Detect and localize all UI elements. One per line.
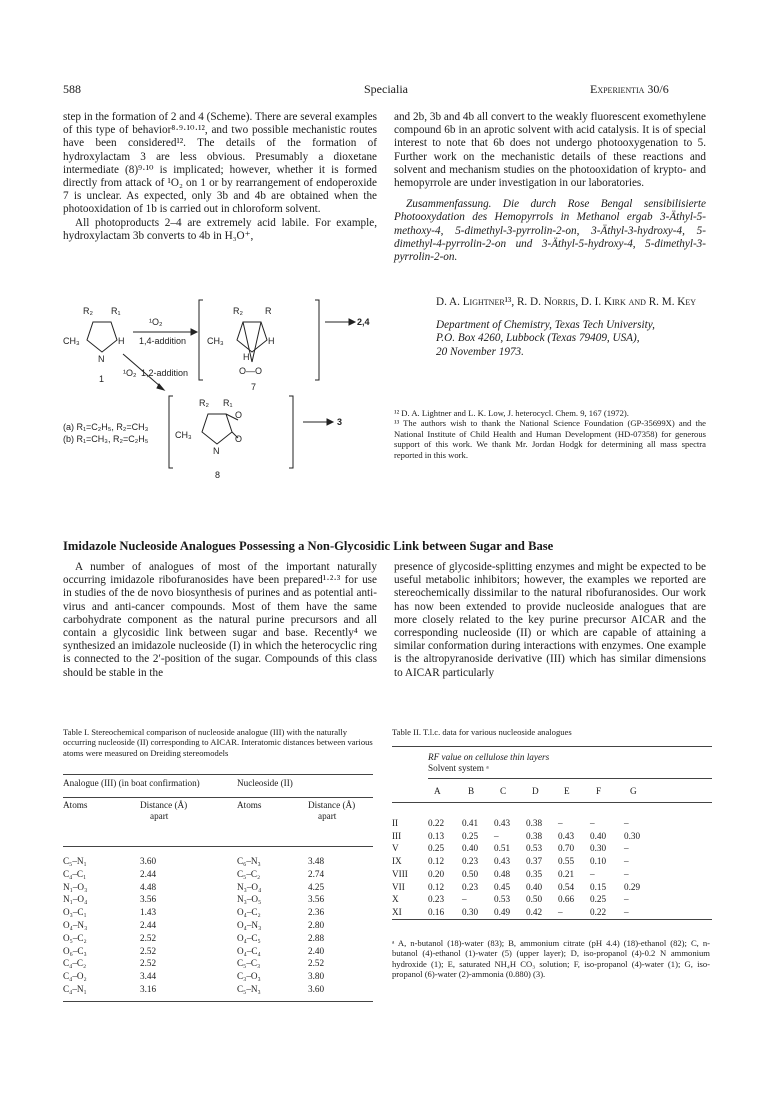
table1-cell: O₄–N₃ — [63, 919, 88, 930]
table1-row — [63, 932, 368, 945]
label-h-7b: H — [243, 352, 250, 362]
table2-cell: 0.37 — [526, 856, 543, 867]
table1-cell: C₆–N₃ — [237, 856, 261, 866]
table1-cell: C₄–O₂ — [63, 971, 87, 982]
table1-cell: 2.74 — [308, 868, 325, 879]
table2-cell: – — [462, 894, 467, 905]
label-o-8b: O — [235, 434, 243, 444]
table2-rule-bottom — [392, 919, 712, 920]
table2-cell: 0.12 — [428, 881, 445, 892]
affiliation-line-1: Department of Chemistry, Texas Tech University, — [436, 319, 655, 332]
table2-footnote: ᵃ A, n-butanol (18)-water (83); B, ammonium citrate (pH 4.4) (18)-ethanol (82); C, n-butanol (4)-ethanol (1)-water (5) (upper layer); D, iso-propanol (4)-0.2 N ammonium hydroxide (1); E, saturated NH₄H CO₃ solution; F, iso-propanol (4)-water (1); G, iso-propanol (6)-water (2)-ammonia (0.880) (3). — [392, 938, 710, 980]
table2-cell: 0.20 — [428, 868, 445, 879]
authors: D. A. Lightner¹³, R. D. Norris, D. I. Kirk and R. M. Key — [436, 296, 697, 308]
right-column — [394, 111, 706, 264]
table1-cell: 2.52 — [140, 958, 157, 969]
table2-cell: 0.50 — [526, 894, 543, 905]
table1-cell: N₃–O₄ — [237, 881, 262, 892]
table1-cell: 2.36 — [308, 907, 325, 918]
table1-cell: N₁–O₄ — [63, 894, 88, 905]
label-o-8a: O — [235, 410, 243, 420]
arrow-14-head — [191, 329, 197, 335]
affiliation — [436, 319, 716, 359]
left-para-2: All photoproducts 2–4 are extremely acid labile. For example, hydroxylactam 3b converts to 4b in H₃O⁺, — [63, 216, 377, 242]
table2-cell: 0.43 — [558, 830, 575, 841]
table2-cell: 0.30 — [462, 906, 479, 917]
table2-h2: Solvent system ᵃ — [428, 763, 489, 773]
table2-cell: 0.22 — [428, 818, 445, 828]
table1-cell: 3.56 — [140, 894, 157, 905]
table2-cell: – — [558, 818, 563, 828]
table1-cell: 3.80 — [308, 971, 325, 982]
table2-caption: Table II. T.l.c. data for various nucleoside analogues — [392, 727, 572, 737]
table1-cell: C₄–N₁ — [63, 983, 87, 994]
table1-cell: N₃–O₅ — [237, 894, 262, 905]
table1-cell: N₁–O₃ — [63, 881, 88, 892]
label-r1-8: R₁ — [223, 398, 233, 408]
table1-cell: O₄–N₃ — [237, 919, 262, 930]
label-o-o: O—O — [239, 366, 263, 376]
table1-cell: C₅–C₃ — [237, 958, 261, 969]
table1-cell: 2.52 — [308, 958, 325, 969]
table1-cell: C₅–N₃ — [237, 983, 261, 994]
table2-cell: 0.29 — [624, 881, 641, 892]
table2-cell: 0.38 — [526, 818, 543, 828]
table1-cell: 3.60 — [140, 856, 157, 866]
table1-cell: O₅–C₂ — [63, 932, 87, 943]
endoperoxide-ring — [237, 322, 267, 352]
table1-cell: 3.60 — [308, 983, 325, 994]
table2-cell: 0.42 — [526, 906, 543, 917]
table2-cell: 0.35 — [526, 868, 543, 879]
table2-cell: – — [624, 868, 629, 879]
table2-col-header: A — [434, 786, 441, 796]
label-r2-7: R₂ — [233, 306, 243, 316]
table2-cell: 0.54 — [558, 881, 575, 892]
table1-row — [63, 945, 368, 958]
table2-cell: 0.45 — [494, 881, 511, 892]
table2-cell: 0.23 — [428, 894, 445, 905]
table1-row — [63, 881, 368, 894]
table1-cell: 3.16 — [140, 983, 157, 994]
table1-cell: O₄–C₅ — [237, 932, 261, 943]
footnotes — [394, 408, 706, 460]
table2-col-header: F — [596, 786, 602, 796]
table2-cell: 0.23 — [462, 856, 479, 867]
table1-h-dist-b — [308, 800, 355, 822]
table1-h-dist-b2: apart — [318, 811, 337, 821]
table2-col-header: B — [468, 786, 475, 796]
table2-cell: 0.40 — [526, 881, 543, 892]
table1-row — [63, 855, 368, 868]
table2-cell: – — [624, 843, 629, 854]
table1-cell: O₆–C₃ — [63, 945, 87, 956]
label-n-1: N — [98, 354, 105, 364]
table2-cell: 0.53 — [526, 843, 543, 854]
table2-cell: – — [624, 818, 629, 828]
table1-cell: O₄–C₄ — [237, 945, 261, 956]
table1-cell: 3.48 — [308, 856, 325, 866]
table1-row — [63, 906, 368, 919]
pyrrole-ring-1 — [87, 322, 117, 352]
label-variant-b: (b) R₁=CH₃, R₂=C₂H₅ — [63, 434, 149, 444]
table2-cell: 0.30 — [624, 830, 641, 841]
table2-cell: 0.10 — [590, 856, 607, 867]
table2-cell: – — [494, 830, 499, 841]
table2-cell: 0.21 — [558, 868, 575, 879]
zusammenfassung: Zusammenfassung. Die durch Rose Bengal sensibilisierte Photooxydation des Hemopyrrols in Methanol ergab 3-Äthyl-5-methoxy-4, 5-dimethyl-3-pyrrolin-2-on, 3-Äthyl-3-hydroxy-4, 5-dimethyl-4-pyrrolin-2-on und 3-Äthyl-5-hydroxy-4, 5-dimethyl-3-pyrrolin-2-on. — [394, 198, 706, 264]
table2-cell: XI — [392, 906, 402, 917]
table2-col-header: C — [500, 786, 507, 796]
table1-cell: 2.88 — [308, 932, 325, 943]
label-r1-1: R₁ — [111, 306, 121, 316]
table2-cell: IX — [392, 856, 402, 867]
table2-cell: – — [558, 906, 563, 917]
table2-cell: II — [392, 818, 399, 828]
table2-cell: – — [590, 818, 595, 828]
table2-cell: 0.66 — [558, 894, 575, 905]
table1-group-a: Analogue (III) (in boat confirmation) — [63, 778, 200, 788]
label-compound-8: 8 — [215, 470, 221, 480]
label-product-3: 3 — [337, 417, 343, 427]
affiliation-line-2: P.O. Box 4260, Lubbock (Texas 79409, USA), — [436, 332, 640, 345]
label-o2-b: ¹O₂ — [123, 368, 137, 378]
table1-rule-group — [63, 797, 373, 798]
table2-cell: – — [624, 906, 629, 917]
label-compound-7: 7 — [251, 382, 257, 392]
arrow-to-3-head — [327, 419, 333, 425]
table2-cell: 0.70 — [558, 843, 575, 854]
table2-cell: 0.22 — [590, 906, 607, 917]
table2-cell: VIII — [392, 868, 408, 879]
footnote-12: ¹² D. A. Lightner and L. K. Low, J. heterocycl. Chem. 9, 167 (1972). — [394, 408, 629, 418]
table1-cell: 4.48 — [140, 881, 157, 892]
table1-caption: Table I. Stereochemical comparison of nucleoside analogue (III) with the naturally occurring nucleoside (II) corresponding to AICAR. Interatomic distances between various atoms were measured on Dreiding stereomodels — [63, 727, 373, 758]
table2-cell: V — [392, 843, 399, 854]
bracket-8-right — [289, 396, 293, 468]
peroxide-bond-2 — [252, 322, 261, 362]
table2-cell: 0.16 — [428, 906, 445, 917]
table2-col-header: D — [532, 786, 539, 796]
table1-cell: C₅–C₂ — [237, 868, 261, 879]
article-para-left: A number of analogues of most of the important naturally occurring imidazole ribofuranosides have been prepared¹·²·³ for use in studies of the de novo biosynthesis of purines and as potential anti-virus and anti-cancer compounds. Most of them have the same carbohydrate component as the natural purine precursors and all contain a glycosidic link between sugar and base. Recently⁴ we synthesized an imidazole nucleoside (I) in which the heterocyclic ring is connected to the 2′-position of the sugar. Compounds of this class should be stable in the — [63, 561, 377, 679]
table1-cell: 3.44 — [140, 971, 157, 982]
footnote-13: ¹³ The authors wish to thank the National Science Foundation (GP-35699X) and the National Institute of Child Health and Human Development (HD-07358) for generous support of this work. We thank Mr. Jordan Hodgk for determining all mass spectra reported in this work. — [394, 418, 706, 460]
table2-cell: III — [392, 830, 402, 841]
label-14-addition: 1,4-addition — [139, 336, 187, 346]
table1-h-dist-a1: Distance (Å) — [140, 800, 188, 810]
table1-cell: 2.52 — [140, 945, 157, 956]
table2-cell: 0.49 — [494, 906, 511, 917]
table1-cell: O₄–C₂ — [237, 907, 261, 918]
table1 — [63, 855, 368, 996]
table1-h-atoms-b: Atoms — [237, 800, 262, 810]
table1-row — [63, 983, 368, 996]
table2-cell: 0.25 — [462, 830, 479, 841]
table2-cell: X — [392, 894, 399, 905]
label-r2-8: R₂ — [199, 398, 209, 408]
table2-cell: 0.50 — [462, 868, 479, 879]
table2-col-header: G — [630, 786, 637, 796]
table1-group-b: Nucleoside (II) — [237, 778, 293, 788]
table2-cell: 0.55 — [558, 856, 575, 867]
table2-cell: 0.51 — [494, 843, 511, 854]
table1-h-dist-a — [140, 800, 187, 822]
table2-rule-head — [392, 802, 712, 803]
table1-rule-bottom — [63, 1001, 373, 1002]
table1-rule-top — [63, 774, 373, 775]
label-ch3-1: CH₃ — [63, 336, 80, 346]
label-n-8: N — [213, 446, 220, 456]
table2-cell: 0.13 — [428, 830, 445, 841]
table2-h1: RF value on cellulose thin layers — [428, 752, 550, 762]
table1-cell: C₅–N₁ — [63, 856, 87, 866]
author-block — [436, 296, 716, 359]
affiliation-line-3: 20 November 1973. — [436, 345, 524, 358]
arrow-to-24-head — [349, 319, 355, 325]
page-number: 588 — [63, 82, 81, 96]
article-left-column — [63, 561, 377, 680]
table2-cell: 0.43 — [494, 818, 511, 828]
table2-cell: 0.15 — [590, 881, 607, 892]
left-column — [63, 111, 377, 243]
label-ch3-7: CH₃ — [207, 336, 224, 346]
table1-h-dist-b1: Distance (Å) — [308, 800, 356, 810]
table1-cell: 4.25 — [308, 881, 325, 892]
table1-rule-head — [63, 846, 373, 847]
bracket-8-left — [169, 396, 173, 468]
table1-cell: C₃–O₃ — [237, 971, 261, 982]
bracket-7-right — [315, 300, 319, 380]
label-12-addition: 1,2-addition — [141, 368, 189, 378]
table1-row — [63, 919, 368, 932]
table2-cell: 0.53 — [494, 894, 511, 905]
table2-cell: – — [624, 856, 629, 867]
article-right-column — [394, 561, 706, 680]
label-o2-a: ¹O₂ — [149, 317, 163, 327]
section-name: Specialia — [364, 82, 408, 96]
table1-row — [63, 893, 368, 906]
table2-col-headers — [392, 786, 712, 798]
table1-cell: C₄–C₁ — [63, 868, 87, 879]
table2-header — [428, 752, 549, 774]
table2-cell: 0.30 — [590, 843, 607, 854]
table2-cell: 0.40 — [590, 830, 607, 841]
table1-cell: C₄–C₂ — [63, 958, 87, 969]
table2-cell: – — [590, 868, 595, 879]
table2-cell: 0.25 — [428, 843, 445, 854]
arrow-12-head — [157, 384, 164, 390]
bracket-7-left — [199, 300, 203, 380]
table2-cell: 0.25 — [590, 894, 607, 905]
table1-cell: 2.44 — [140, 868, 157, 879]
table1-cell: O₃–C₁ — [63, 907, 87, 918]
table1-cell: 1.43 — [140, 907, 157, 918]
table2-cell: 0.40 — [462, 843, 479, 854]
table2-cell: 0.48 — [494, 868, 511, 879]
table2-col-header: E — [564, 786, 570, 796]
table2-cell: 0.38 — [526, 830, 543, 841]
dioxetane-ring — [202, 414, 232, 444]
table2-cell: 0.12 — [428, 856, 445, 867]
table1-cell: 2.80 — [308, 919, 325, 930]
right-para-1: and 2b, 3b and 4b all convert to the weakly fluorescent exomethylene compound 6b in an aprotic solvent with acid catalysis. It is of special interest to note that 6b does not undergo photooxygenation to 5. Further work on the mechanistic details of these reactions and solvent and mechanism studies on the photooxidation of krypto- and hemopyrrole are under investigation in our laboratories. — [394, 111, 706, 190]
label-r2-1: R₂ — [83, 306, 93, 316]
table1-cell: 2.40 — [308, 945, 325, 956]
reaction-scheme — [63, 292, 375, 492]
table1-row — [63, 957, 368, 970]
table1-row — [63, 868, 368, 881]
table2-cell: – — [624, 894, 629, 905]
table2-rule-sub — [428, 778, 712, 779]
table1-cell: 2.44 — [140, 919, 157, 930]
table1-cell: 3.56 — [308, 894, 325, 905]
table1-h-atoms-a: Atoms — [63, 800, 88, 810]
label-product-24: 2,4 — [357, 317, 370, 327]
table2-cell: VII — [392, 881, 405, 892]
table1-cell: 2.52 — [140, 932, 157, 943]
label-h-1: H — [118, 336, 125, 346]
journal-name: Experientia 30/6 — [590, 82, 669, 96]
table2-rule-top — [392, 746, 712, 747]
label-h-7: H — [268, 336, 275, 346]
table2-cell: 0.41 — [462, 818, 479, 828]
table1-row — [63, 970, 368, 983]
label-compound-1: 1 — [99, 374, 105, 384]
label-ch3-8: CH₃ — [175, 430, 192, 440]
label-variant-a: (a) R₁=C₂H₅, R₂=CH₃ — [63, 422, 149, 432]
article-para-right: presence of glycoside-splitting enzymes and might be expected to be useful metabolic inhibitors; however, the examples we reported are stereochemically dissimilar to the natural ribofuranosides. Our work has now been extended to provide nucleoside analogues that are more closely related to the key purine precursor AICAR and the corresponding nucleoside (II) or which are capable of attaining a similar conformation during interactions with enzymes. One example is the altropyranoside derivative (III) which has similar dimensions to AICAR particularly — [394, 561, 706, 679]
left-para-1: step in the formation of 2 and 4 (Scheme). There are several examples of this type of behavior⁸·⁹·¹⁰·¹², and two possible mechanistic routes have been considered¹². The details of the formation of hydroxylactam 3 are less obvious. Presumably a dioxetane intermediate (8)⁹·¹⁰ is implicated; however, whether it is formed directly from attack of ¹O₂ on 1 or by rearrangement of endoperoxide 7 is unclear. As expected, only 3b and 4b are obtained when the photooxidation of 1b is carried out in chloroform solvent. — [63, 111, 377, 216]
table2-cell: 0.23 — [462, 881, 479, 892]
table1-h-dist-a2: apart — [150, 811, 169, 821]
article-title: Imidazole Nucleoside Analogues Possessing a Non-Glycosidic Link between Sugar and Base — [63, 539, 554, 553]
label-r-7: R — [265, 306, 272, 316]
table2-cell: 0.43 — [494, 856, 511, 867]
